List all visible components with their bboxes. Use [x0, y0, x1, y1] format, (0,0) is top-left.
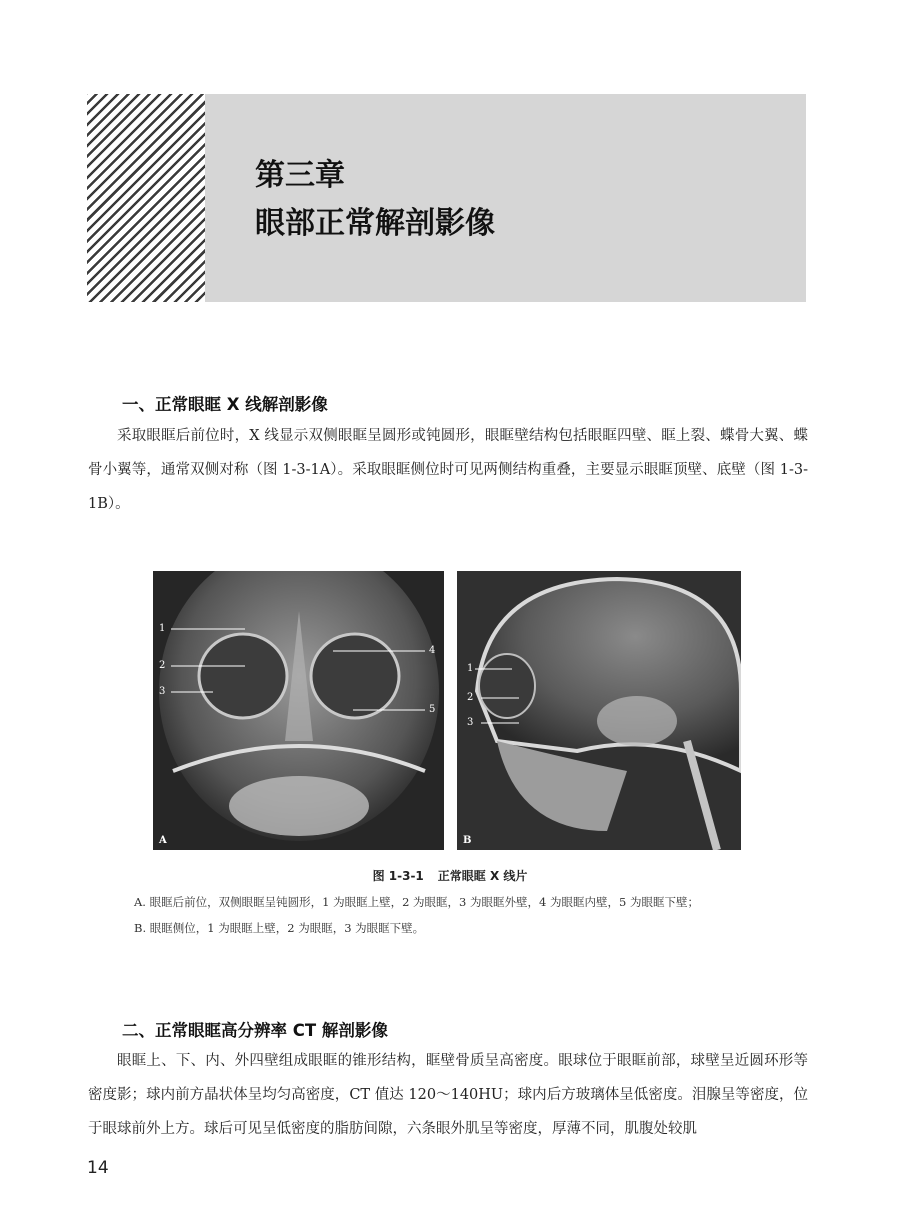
figure-note-a: A. 眼眶后前位，双侧眼眶呈钝圆形，1 为眼眶上壁，2 为眼眶，3 为眼眶外壁，4 为眼眶内壁，5 为眼眶下壁； [134, 895, 699, 909]
section-1-paragraph: 采取眼眶后前位时，X 线显示双侧眼眶呈圆形或钝圆形，眼眶壁结构包括眼眶四壁、眶上裂、蝶骨大翼、蝶骨小翼等，通常双侧对称（图 1-3-1A）。采取眼眶侧位时可见两侧结构重叠，主要显示眼眶顶壁、底壁（图 1-3-1B）。 [88, 428, 808, 512]
chapter-name: 眼部正常解剖影像 [255, 206, 495, 241]
label-a-2: 2 [159, 660, 166, 671]
chapter-number: 第三章 [255, 158, 345, 193]
label-a-5: 5 [429, 704, 436, 715]
label-a-3: 3 [159, 686, 166, 697]
section-2-paragraph: 眼眶上、下、内、外四壁组成眼眶的锥形结构，眶壁骨质呈高密度。眼球位于眼眶前部，球壁呈近圆环形等密度影；球内前方晶状体呈均匀高密度，CT 值达 120～140HU；球内后方玻璃体呈低密度。泪腺呈等密度，位于眼球前外上方。球后可见呈低密度的脂肪间隙，六条眼外肌呈等密度，厚薄不同，肌腹处较肌 [88, 1053, 808, 1137]
chapter-hatch-decoration [87, 94, 205, 302]
panel-letter-b: B [463, 835, 472, 846]
xray-image-frontal [153, 571, 444, 850]
section-1-heading: 一、正常眼眶 X 线解剖影像 [122, 395, 328, 414]
panel-letter-a: A [159, 835, 167, 846]
figure-note-b: B. 眼眶侧位，1 为眼眶上壁，2 为眼眶，3 为眼眶下壁。 [134, 921, 425, 935]
figure-caption [0, 867, 900, 884]
label-b-1: 1 [467, 663, 474, 674]
lateral-skull-illustration [457, 571, 741, 850]
label-a-1: 1 [159, 623, 166, 634]
section-2-heading: 二、正常眼眶高分辨率 CT 解剖影像 [122, 1021, 388, 1040]
frontal-skull-illustration [153, 571, 444, 850]
label-b-3: 3 [467, 717, 474, 728]
chapter-title [255, 152, 495, 248]
figure-title: 正常眼眶 X 线片 [437, 869, 528, 883]
xray-image-lateral [457, 571, 741, 850]
label-a-4: 4 [429, 645, 436, 656]
page-number: 14 [87, 1158, 109, 1178]
label-b-2: 2 [467, 692, 474, 703]
figure-number: 图 1-3-1 [372, 869, 424, 883]
